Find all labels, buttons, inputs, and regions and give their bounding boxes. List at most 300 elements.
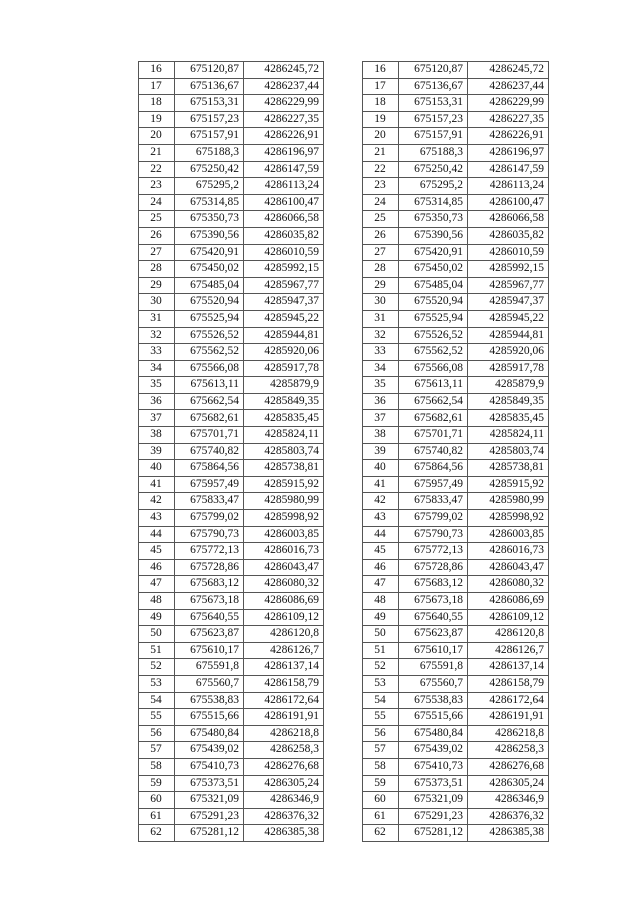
- table-row: [363, 725, 549, 742]
- table-row: [363, 526, 549, 543]
- table-row: [139, 360, 324, 377]
- y-coordinate-cell: 4285980,99: [468, 493, 549, 510]
- x-coordinate-cell: 675515,66: [399, 709, 468, 726]
- x-coordinate-cell: 675250,42: [399, 161, 468, 178]
- table-row: [139, 659, 324, 676]
- y-coordinate-cell: 4286229,99: [468, 95, 549, 112]
- table-row: [363, 161, 549, 178]
- table-row: [139, 427, 324, 444]
- x-coordinate-cell: 675566,08: [399, 360, 468, 377]
- table-row: [139, 775, 324, 792]
- x-coordinate-cell: 675591,8: [399, 659, 468, 676]
- point-number-cell: 51: [139, 642, 175, 659]
- point-number-cell: 18: [363, 95, 399, 112]
- x-coordinate-cell: 675525,94: [399, 310, 468, 327]
- y-coordinate-cell: 4286035,82: [244, 227, 324, 244]
- table-row: [363, 261, 549, 278]
- y-coordinate-cell: 4285992,15: [468, 261, 549, 278]
- x-coordinate-cell: 675701,71: [399, 427, 468, 444]
- table-row: [139, 526, 324, 543]
- point-number-cell: 40: [363, 460, 399, 477]
- y-coordinate-cell: 4286276,68: [244, 758, 324, 775]
- y-coordinate-cell: 4285915,92: [468, 476, 549, 493]
- point-number-cell: 24: [139, 194, 175, 211]
- table-row: [363, 277, 549, 294]
- point-number-cell: 58: [139, 758, 175, 775]
- point-number-cell: 54: [363, 692, 399, 709]
- table-row: [139, 675, 324, 692]
- table-row: [139, 626, 324, 643]
- y-coordinate-cell: 4286191,91: [468, 709, 549, 726]
- point-number-cell: 16: [363, 62, 399, 79]
- y-coordinate-cell: 4286113,24: [244, 178, 324, 195]
- y-coordinate-cell: 4286305,24: [468, 775, 549, 792]
- point-number-cell: 43: [139, 510, 175, 527]
- x-coordinate-cell: 675450,02: [175, 261, 244, 278]
- point-number-cell: 43: [363, 510, 399, 527]
- x-coordinate-cell: 675439,02: [399, 742, 468, 759]
- y-coordinate-cell: 4285803,74: [468, 443, 549, 460]
- x-coordinate-cell: 675480,84: [399, 725, 468, 742]
- point-number-cell: 49: [363, 609, 399, 626]
- table-row: [139, 327, 324, 344]
- point-number-cell: 50: [363, 626, 399, 643]
- x-coordinate-cell: 675623,87: [175, 626, 244, 643]
- point-number-cell: 48: [139, 593, 175, 610]
- table-row: [363, 377, 549, 394]
- point-number-cell: 35: [139, 377, 175, 394]
- x-coordinate-cell: 675833,47: [175, 493, 244, 510]
- table-row: [139, 692, 324, 709]
- y-coordinate-cell: 4286346,9: [468, 792, 549, 809]
- table-row: [363, 675, 549, 692]
- table-row: [139, 144, 324, 161]
- x-coordinate-cell: 675295,2: [399, 178, 468, 195]
- x-coordinate-cell: 675321,09: [175, 792, 244, 809]
- point-number-cell: 53: [363, 675, 399, 692]
- point-number-cell: 51: [363, 642, 399, 659]
- table-row: [139, 294, 324, 311]
- table-row: [363, 211, 549, 228]
- x-coordinate-cell: 675613,11: [399, 377, 468, 394]
- x-coordinate-cell: 675321,09: [399, 792, 468, 809]
- table-row: [139, 493, 324, 510]
- table-row: [139, 758, 324, 775]
- table-row: [363, 493, 549, 510]
- x-coordinate-cell: 675526,52: [399, 327, 468, 344]
- y-coordinate-cell: 4286196,97: [244, 144, 324, 161]
- table-row: [139, 211, 324, 228]
- point-number-cell: 23: [363, 178, 399, 195]
- point-number-cell: 54: [139, 692, 175, 709]
- y-coordinate-cell: 4286120,8: [244, 626, 324, 643]
- point-number-cell: 26: [363, 227, 399, 244]
- x-coordinate-cell: 675420,91: [175, 244, 244, 261]
- x-coordinate-cell: 675450,02: [399, 261, 468, 278]
- table-row: [139, 244, 324, 261]
- y-coordinate-cell: 4286080,32: [244, 576, 324, 593]
- y-coordinate-cell: 4286227,35: [244, 111, 324, 128]
- x-coordinate-cell: 675136,67: [175, 78, 244, 95]
- x-coordinate-cell: 675538,83: [399, 692, 468, 709]
- x-coordinate-cell: 675864,56: [175, 460, 244, 477]
- y-coordinate-cell: 4286147,59: [468, 161, 549, 178]
- x-coordinate-cell: 675662,54: [399, 393, 468, 410]
- point-number-cell: 29: [139, 277, 175, 294]
- table-row: [139, 725, 324, 742]
- point-number-cell: 39: [363, 443, 399, 460]
- x-coordinate-cell: 675410,73: [399, 758, 468, 775]
- y-coordinate-cell: 4286158,79: [468, 675, 549, 692]
- x-coordinate-cell: 675560,7: [399, 675, 468, 692]
- x-coordinate-cell: 675485,04: [399, 277, 468, 294]
- coordinates-table-right: [362, 61, 549, 842]
- table-row: [139, 194, 324, 211]
- table-row: [363, 543, 549, 560]
- point-number-cell: 32: [139, 327, 175, 344]
- x-coordinate-cell: 675640,55: [175, 609, 244, 626]
- y-coordinate-cell: 4286258,3: [468, 742, 549, 759]
- y-coordinate-cell: 4285920,06: [468, 344, 549, 361]
- y-coordinate-cell: 4286113,24: [468, 178, 549, 195]
- table-row: [363, 294, 549, 311]
- y-coordinate-cell: 4286172,64: [244, 692, 324, 709]
- y-coordinate-cell: 4286346,9: [244, 792, 324, 809]
- y-coordinate-cell: 4285947,37: [244, 294, 324, 311]
- table-row: [363, 344, 549, 361]
- y-coordinate-cell: 4286010,59: [244, 244, 324, 261]
- table-row: [363, 460, 549, 477]
- table-row: [363, 62, 549, 79]
- table-row: [139, 410, 324, 427]
- point-number-cell: 38: [139, 427, 175, 444]
- point-number-cell: 17: [139, 78, 175, 95]
- point-number-cell: 36: [363, 393, 399, 410]
- y-coordinate-cell: 4286109,12: [244, 609, 324, 626]
- table-row: [363, 709, 549, 726]
- y-coordinate-cell: 4286003,85: [244, 526, 324, 543]
- point-number-cell: 37: [363, 410, 399, 427]
- point-number-cell: 41: [363, 476, 399, 493]
- point-number-cell: 27: [139, 244, 175, 261]
- point-number-cell: 49: [139, 609, 175, 626]
- y-coordinate-cell: 4285835,45: [244, 410, 324, 427]
- x-coordinate-cell: 675157,23: [399, 111, 468, 128]
- point-number-cell: 60: [363, 792, 399, 809]
- table-row: [139, 510, 324, 527]
- table-row: [139, 543, 324, 560]
- table-row: [363, 244, 549, 261]
- point-number-cell: 42: [363, 493, 399, 510]
- y-coordinate-cell: 4286196,97: [468, 144, 549, 161]
- point-number-cell: 20: [363, 128, 399, 145]
- point-number-cell: 59: [363, 775, 399, 792]
- point-number-cell: 60: [139, 792, 175, 809]
- table-row: [363, 626, 549, 643]
- y-coordinate-cell: 4286137,14: [244, 659, 324, 676]
- table-row: [363, 227, 549, 244]
- table-row: [139, 344, 324, 361]
- x-coordinate-cell: 675314,85: [399, 194, 468, 211]
- y-coordinate-cell: 4286126,7: [244, 642, 324, 659]
- table-row: [363, 327, 549, 344]
- point-number-cell: 41: [139, 476, 175, 493]
- table-row: [363, 393, 549, 410]
- point-number-cell: 33: [139, 344, 175, 361]
- table-row: [139, 808, 324, 825]
- x-coordinate-cell: 675662,54: [175, 393, 244, 410]
- x-coordinate-cell: 675683,12: [175, 576, 244, 593]
- x-coordinate-cell: 675153,31: [399, 95, 468, 112]
- table-row: [363, 128, 549, 145]
- table-row: [139, 609, 324, 626]
- y-coordinate-cell: 4286237,44: [244, 78, 324, 95]
- y-coordinate-cell: 4286245,72: [468, 62, 549, 79]
- point-number-cell: 20: [139, 128, 175, 145]
- y-coordinate-cell: 4286158,79: [244, 675, 324, 692]
- point-number-cell: 18: [139, 95, 175, 112]
- point-number-cell: 40: [139, 460, 175, 477]
- x-coordinate-cell: 675701,71: [175, 427, 244, 444]
- y-coordinate-cell: 4286080,32: [468, 576, 549, 593]
- point-number-cell: 39: [139, 443, 175, 460]
- point-number-cell: 47: [139, 576, 175, 593]
- y-coordinate-cell: 4285738,81: [244, 460, 324, 477]
- x-coordinate-cell: 675538,83: [175, 692, 244, 709]
- table-row: [139, 310, 324, 327]
- point-number-cell: 16: [139, 62, 175, 79]
- x-coordinate-cell: 675480,84: [175, 725, 244, 742]
- x-coordinate-cell: 675157,23: [175, 111, 244, 128]
- x-coordinate-cell: 675153,31: [175, 95, 244, 112]
- y-coordinate-cell: 4286245,72: [244, 62, 324, 79]
- point-number-cell: 21: [139, 144, 175, 161]
- point-number-cell: 37: [139, 410, 175, 427]
- x-coordinate-cell: 675281,12: [399, 825, 468, 842]
- point-number-cell: 53: [139, 675, 175, 692]
- y-coordinate-cell: 4286172,64: [468, 692, 549, 709]
- y-coordinate-cell: 4286147,59: [244, 161, 324, 178]
- y-coordinate-cell: 4286376,32: [244, 808, 324, 825]
- x-coordinate-cell: 675410,73: [175, 758, 244, 775]
- point-number-cell: 25: [139, 211, 175, 228]
- table-row: [363, 742, 549, 759]
- table-row: [363, 410, 549, 427]
- x-coordinate-cell: 675136,67: [399, 78, 468, 95]
- x-coordinate-cell: 675740,82: [175, 443, 244, 460]
- y-coordinate-cell: 4285915,92: [244, 476, 324, 493]
- table-row: [363, 144, 549, 161]
- y-coordinate-cell: 4286385,38: [468, 825, 549, 842]
- table-row: [139, 277, 324, 294]
- y-coordinate-cell: 4286100,47: [468, 194, 549, 211]
- point-number-cell: 61: [139, 808, 175, 825]
- y-coordinate-cell: 4286066,58: [244, 211, 324, 228]
- x-coordinate-cell: 675864,56: [399, 460, 468, 477]
- y-coordinate-cell: 4286066,58: [468, 211, 549, 228]
- y-coordinate-cell: 4286010,59: [468, 244, 549, 261]
- x-coordinate-cell: 675799,02: [399, 510, 468, 527]
- y-coordinate-cell: 4285835,45: [468, 410, 549, 427]
- y-coordinate-cell: 4286191,91: [244, 709, 324, 726]
- x-coordinate-cell: 675350,73: [175, 211, 244, 228]
- y-coordinate-cell: 4285944,81: [468, 327, 549, 344]
- table-row: [363, 310, 549, 327]
- y-coordinate-cell: 4286100,47: [244, 194, 324, 211]
- table-row: [139, 393, 324, 410]
- coordinates-table-left: [138, 61, 324, 842]
- table-row: [363, 111, 549, 128]
- x-coordinate-cell: 675562,52: [175, 344, 244, 361]
- point-number-cell: 56: [139, 725, 175, 742]
- table-row: [363, 95, 549, 112]
- table-body: [139, 62, 324, 842]
- y-coordinate-cell: 4285920,06: [244, 344, 324, 361]
- point-number-cell: 44: [139, 526, 175, 543]
- y-coordinate-cell: 4286226,91: [468, 128, 549, 145]
- point-number-cell: 31: [139, 310, 175, 327]
- y-coordinate-cell: 4285879,9: [468, 377, 549, 394]
- y-coordinate-cell: 4285944,81: [244, 327, 324, 344]
- table-row: [363, 476, 549, 493]
- x-coordinate-cell: 675291,23: [175, 808, 244, 825]
- table-row: [139, 709, 324, 726]
- x-coordinate-cell: 675673,18: [399, 593, 468, 610]
- y-coordinate-cell: 4285945,22: [468, 310, 549, 327]
- y-coordinate-cell: 4286276,68: [468, 758, 549, 775]
- x-coordinate-cell: 675613,11: [175, 377, 244, 394]
- y-coordinate-cell: 4286003,85: [468, 526, 549, 543]
- point-number-cell: 29: [363, 277, 399, 294]
- point-number-cell: 33: [363, 344, 399, 361]
- x-coordinate-cell: 675520,94: [175, 294, 244, 311]
- table-row: [139, 261, 324, 278]
- point-number-cell: 50: [139, 626, 175, 643]
- x-coordinate-cell: 675623,87: [399, 626, 468, 643]
- table-row: [363, 825, 549, 842]
- point-number-cell: 44: [363, 526, 399, 543]
- x-coordinate-cell: 675682,61: [399, 410, 468, 427]
- y-coordinate-cell: 4285849,35: [244, 393, 324, 410]
- table-row: [363, 178, 549, 195]
- x-coordinate-cell: 675591,8: [175, 659, 244, 676]
- table-row: [363, 609, 549, 626]
- x-coordinate-cell: 675515,66: [175, 709, 244, 726]
- y-coordinate-cell: 4286218,8: [468, 725, 549, 742]
- table-row: [363, 659, 549, 676]
- point-number-cell: 22: [363, 161, 399, 178]
- point-number-cell: 38: [363, 427, 399, 444]
- y-coordinate-cell: 4285738,81: [468, 460, 549, 477]
- y-coordinate-cell: 4286226,91: [244, 128, 324, 145]
- point-number-cell: 42: [139, 493, 175, 510]
- y-coordinate-cell: 4285917,78: [244, 360, 324, 377]
- point-number-cell: 45: [363, 543, 399, 560]
- x-coordinate-cell: 675520,94: [399, 294, 468, 311]
- x-coordinate-cell: 675188,3: [175, 144, 244, 161]
- table-row: [139, 825, 324, 842]
- point-number-cell: 32: [363, 327, 399, 344]
- x-coordinate-cell: 675526,52: [175, 327, 244, 344]
- y-coordinate-cell: 4285967,77: [244, 277, 324, 294]
- y-coordinate-cell: 4286086,69: [468, 593, 549, 610]
- y-coordinate-cell: 4285824,11: [468, 427, 549, 444]
- table-row: [139, 742, 324, 759]
- table-row: [139, 377, 324, 394]
- x-coordinate-cell: 675350,73: [399, 211, 468, 228]
- y-coordinate-cell: 4285947,37: [468, 294, 549, 311]
- table-row: [363, 576, 549, 593]
- point-number-cell: 57: [139, 742, 175, 759]
- point-number-cell: 57: [363, 742, 399, 759]
- point-number-cell: 25: [363, 211, 399, 228]
- table-row: [139, 128, 324, 145]
- table-row: [139, 559, 324, 576]
- table-row: [139, 792, 324, 809]
- x-coordinate-cell: 675562,52: [399, 344, 468, 361]
- table-row: [139, 642, 324, 659]
- x-coordinate-cell: 675485,04: [175, 277, 244, 294]
- x-coordinate-cell: 675157,91: [175, 128, 244, 145]
- y-coordinate-cell: 4285980,99: [244, 493, 324, 510]
- point-number-cell: 21: [363, 144, 399, 161]
- x-coordinate-cell: 675610,17: [175, 642, 244, 659]
- y-coordinate-cell: 4285945,22: [244, 310, 324, 327]
- point-number-cell: 19: [363, 111, 399, 128]
- point-number-cell: 36: [139, 393, 175, 410]
- point-number-cell: 58: [363, 758, 399, 775]
- x-coordinate-cell: 675640,55: [399, 609, 468, 626]
- table-row: [363, 194, 549, 211]
- table-body: [363, 62, 549, 842]
- y-coordinate-cell: 4286137,14: [468, 659, 549, 676]
- y-coordinate-cell: 4286237,44: [468, 78, 549, 95]
- y-coordinate-cell: 4285917,78: [468, 360, 549, 377]
- y-coordinate-cell: 4286016,73: [468, 543, 549, 560]
- y-coordinate-cell: 4286109,12: [468, 609, 549, 626]
- x-coordinate-cell: 675390,56: [175, 227, 244, 244]
- point-number-cell: 22: [139, 161, 175, 178]
- y-coordinate-cell: 4286258,3: [244, 742, 324, 759]
- table-row: [139, 576, 324, 593]
- y-coordinate-cell: 4286035,82: [468, 227, 549, 244]
- table-row: [363, 78, 549, 95]
- table-row: [363, 510, 549, 527]
- x-coordinate-cell: 675772,13: [399, 543, 468, 560]
- table-row: [139, 593, 324, 610]
- point-number-cell: 34: [363, 360, 399, 377]
- x-coordinate-cell: 675295,2: [175, 178, 244, 195]
- x-coordinate-cell: 675957,49: [399, 476, 468, 493]
- x-coordinate-cell: 675120,87: [175, 62, 244, 79]
- point-number-cell: 47: [363, 576, 399, 593]
- table-row: [139, 62, 324, 79]
- y-coordinate-cell: 4286218,8: [244, 725, 324, 742]
- y-coordinate-cell: 4286120,8: [468, 626, 549, 643]
- y-coordinate-cell: 4286305,24: [244, 775, 324, 792]
- y-coordinate-cell: 4285998,92: [244, 510, 324, 527]
- point-number-cell: 55: [139, 709, 175, 726]
- y-coordinate-cell: 4286043,47: [244, 559, 324, 576]
- y-coordinate-cell: 4286227,35: [468, 111, 549, 128]
- x-coordinate-cell: 675790,73: [399, 526, 468, 543]
- table-row: [363, 692, 549, 709]
- table-row: [363, 427, 549, 444]
- point-number-cell: 45: [139, 543, 175, 560]
- point-number-cell: 17: [363, 78, 399, 95]
- x-coordinate-cell: 675373,51: [399, 775, 468, 792]
- table-row: [363, 360, 549, 377]
